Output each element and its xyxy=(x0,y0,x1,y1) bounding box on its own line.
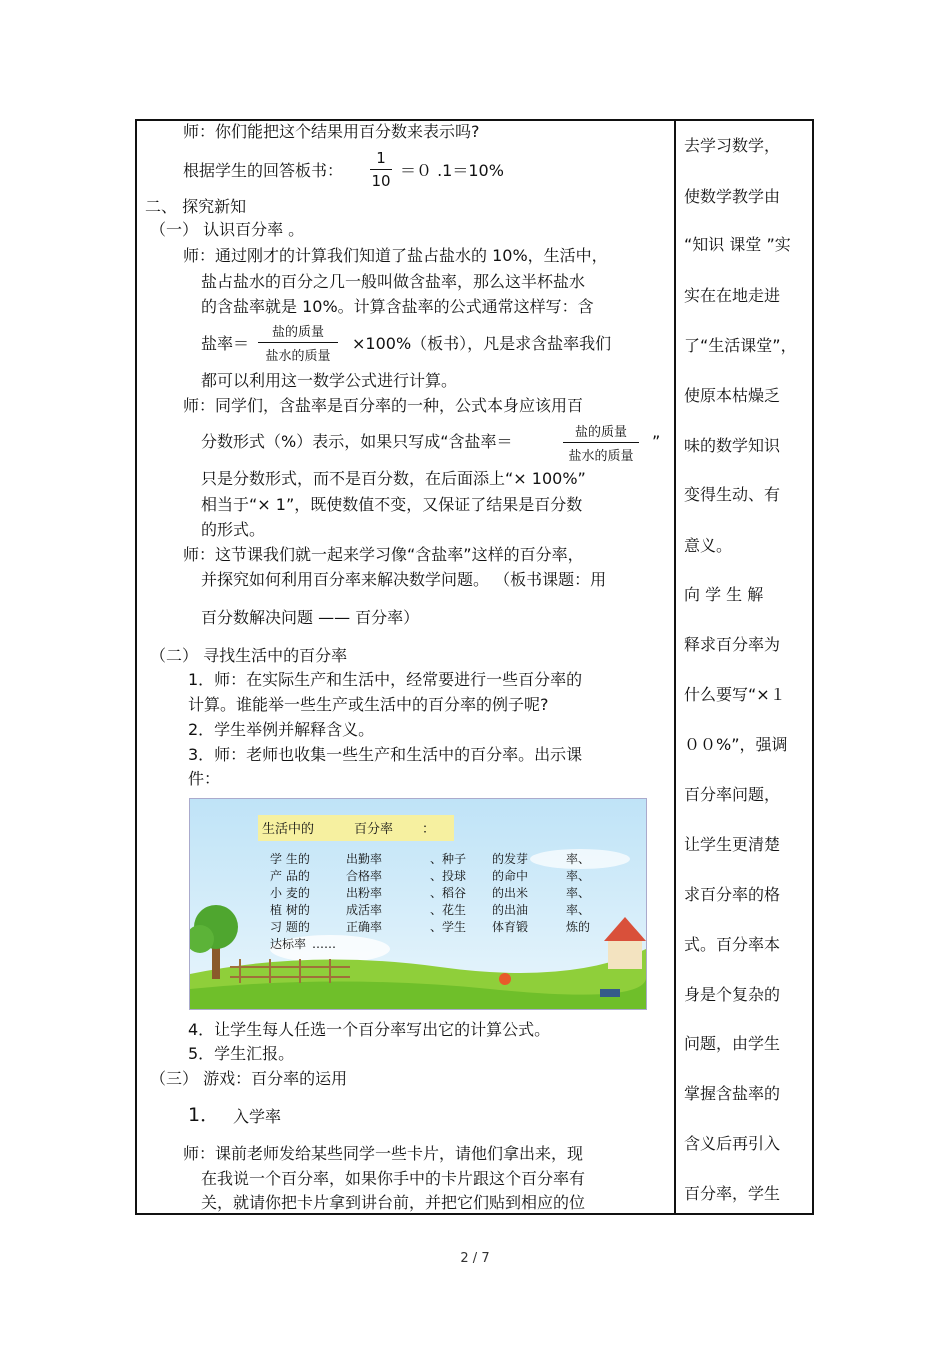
commentary-line: 含义后再引入 xyxy=(684,1134,781,1153)
commentary-line: 向 学 生 解 xyxy=(684,585,764,604)
commentary-line: 百分率问题， xyxy=(684,785,781,804)
subsection-heading: （三） 游戏：百分率的运用 xyxy=(150,1069,348,1088)
commentary-line: ００%”，强调 xyxy=(684,735,788,754)
column-divider xyxy=(674,119,676,1215)
image-text-cell: 植 树的 xyxy=(270,903,310,917)
subsection-heading: （一） 认识百分率 。 xyxy=(150,220,305,239)
image-text-cell: 成活率 xyxy=(346,903,383,917)
text-line: 并探究如何利用百分率来解决数学问题。 （板书课题：用 xyxy=(201,570,607,589)
image-text-cell: 达标率 xyxy=(270,937,307,951)
commentary-line: 了“生活课堂”， xyxy=(684,336,797,355)
text-line: 3．师：老师也收集一些生产和生活中的百分率。出示课 xyxy=(188,745,583,764)
text-line: ×100%（板书），凡是求含盐率我们 xyxy=(352,334,612,353)
commentary-line: 意义。 xyxy=(684,536,733,555)
text-line: 的形式。 xyxy=(201,520,266,539)
image-text-cell: 出勤率 xyxy=(346,852,383,866)
image-text-cell: 习 题的 xyxy=(270,920,310,934)
text-line: 师：这节课我们就一起来学习像“含盐率”这样的百分率， xyxy=(183,545,584,564)
section-heading: 二、 探究新知 xyxy=(145,197,247,216)
image-text-cell: 的出油 xyxy=(492,903,529,917)
commentary-line: 释求百分率为 xyxy=(684,635,781,654)
commentary-line: 使数学教学由 xyxy=(684,187,781,206)
commentary-line: 求百分率的格 xyxy=(684,885,781,904)
text-line: 1．师：在实际生产和生活中，经常要进行一些百分率的 xyxy=(188,670,583,689)
text-line: 在我说一个百分率，如果你手中的卡片跟这个百分率有 xyxy=(201,1169,586,1188)
text-line: 盐率＝ xyxy=(201,334,250,353)
text-line: 盐占盐水的百分之几一般叫做含盐率，那么这半杯盐水 xyxy=(201,272,586,291)
item-heading: 入学率 xyxy=(233,1107,282,1126)
fraction-one-tenth: 1 10 xyxy=(371,149,391,190)
commentary-line: 实在在地走进 xyxy=(684,286,781,305)
image-text-cell: 小 麦的 xyxy=(270,886,310,900)
commentary-line: 让学生更清楚 xyxy=(684,835,781,854)
fraction-salt-rate: 盐的质量 盐水的质量 xyxy=(258,321,338,364)
commentary-line: 式。百分率本 xyxy=(684,935,781,954)
image-text-cell: 的出米 xyxy=(492,886,529,900)
commentary-line: 去学习数学， xyxy=(684,136,781,155)
image-text-cell: 出粉率 xyxy=(346,886,383,900)
image-text-cell: 的发芽 xyxy=(492,852,529,866)
text-line: 计算。谁能举一些生产或生活中的百分率的例子呢? xyxy=(188,695,549,714)
text-line: 5．学生汇报。 xyxy=(188,1044,295,1063)
text-line: 4．让学生每人任选一个百分率写出它的计算公式。 xyxy=(188,1020,551,1039)
commentary-line: 味的数学知识 xyxy=(684,436,781,455)
image-text-cell: 率、 xyxy=(566,886,591,900)
image-text-cell: 体育锻 xyxy=(492,920,529,934)
commentary-line: 身是个复杂的 xyxy=(684,985,781,1004)
image-text-cell: 率、 xyxy=(566,903,591,917)
image-text-cell: 的命中 xyxy=(492,869,529,883)
subsection-heading: （二） 寻找生活中的百分率 xyxy=(150,646,348,665)
text-line: 2．学生举例并解释含义。 xyxy=(188,720,375,739)
commentary-line: “知识 课堂 ”实 xyxy=(684,235,791,254)
commentary-line: 使原本枯燥乏 xyxy=(684,386,781,405)
text-line: 师：你们能把这个结果用百分数来表示吗? xyxy=(183,122,480,141)
image-text-cell: 正确率 xyxy=(346,920,383,934)
commentary-line: 问题，由学生 xyxy=(684,1034,781,1053)
text-line: 师：同学们，含盐率是百分率的一种，公式本身应该用百 xyxy=(183,396,584,415)
text-line: ” xyxy=(652,432,661,451)
image-text-cell: 、种子 xyxy=(430,852,467,866)
text-line: 分数形式（%）表示，如果只写成“含盐率＝ xyxy=(201,432,513,451)
commentary-line: 变得生动、有 xyxy=(684,485,781,504)
text-line: 件： xyxy=(188,769,221,788)
text-line: ＝０ .1＝10% xyxy=(400,161,504,180)
image-banner: 生活中的 百分率 ： xyxy=(258,815,454,841)
image-text-cell: 率、 xyxy=(566,869,591,883)
page-number: 2 / 7 xyxy=(460,1251,490,1266)
text-line: 只是分数形式，而不是百分数，在后面添上“× 100%” xyxy=(201,469,586,488)
image-text-cell: 产 品的 xyxy=(270,869,310,883)
text-line: 相当于“× 1”，既使数值不变，又保证了结果是百分数 xyxy=(201,495,583,514)
image-text-cell: 、投球 xyxy=(430,869,467,883)
text-line: 根据学生的回答板书： xyxy=(183,161,344,180)
image-text-cell: 、学生 xyxy=(430,920,467,934)
courseware-image xyxy=(189,798,647,1010)
item-number: 1． xyxy=(188,1104,220,1126)
text-line: 都可以利用这一数学公式进行计算。 xyxy=(201,371,458,390)
image-text-cell: 学 生的 xyxy=(270,852,310,866)
text-line: 关，就请你把卡片拿到讲台前，并把它们贴到相应的位 xyxy=(201,1193,586,1212)
commentary-line: 百分率，学生 xyxy=(684,1184,781,1203)
text-line: 的含盐率就是 10%。计算含盐率的公式通常这样写：含 xyxy=(201,297,594,316)
commentary-line: 什么要写“×１ xyxy=(684,685,786,704)
image-text-cell: 合格率 xyxy=(346,869,383,883)
text-line: 百分数解决问题 —— 百分率） xyxy=(201,608,420,627)
image-text-cell: 、稻谷 xyxy=(430,886,467,900)
text-line: 师：通过刚才的计算我们知道了盐占盐水的 10%，生活中， xyxy=(183,246,608,265)
image-text-cell: 率、 xyxy=(566,852,591,866)
commentary-line: 掌握含盐率的 xyxy=(684,1084,781,1103)
fraction-salt-rate: 盐的质量 盐水的质量 xyxy=(563,421,639,464)
text-line: 师：课前老师发给某些同学一些卡片，请他们拿出来，现 xyxy=(183,1144,584,1163)
image-text-cell: …… xyxy=(312,937,336,951)
image-text-cell: 炼的 xyxy=(566,920,591,934)
image-text-cell: 、花生 xyxy=(430,903,467,917)
